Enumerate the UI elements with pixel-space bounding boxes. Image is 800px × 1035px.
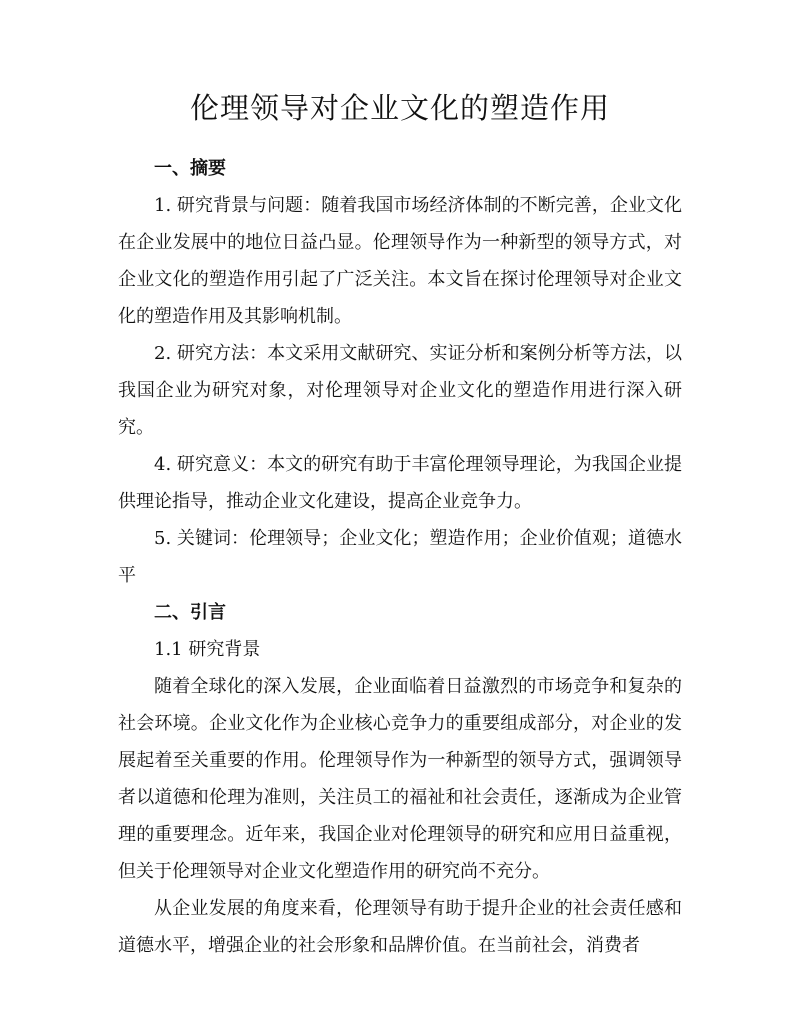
- section-heading-abstract: 一、摘要: [154, 158, 226, 179]
- abstract-paragraph-background: 1. 研究背景与问题：随着我国市场经济体制的不断完善，企业文化在企业发展中的地位日益凸显。伦理领导作为一种新型的领导方式，对企业文化的塑造作用引起了广泛关注。本文旨在探讨伦理领导对企业文化的塑造作用及其影响机制。: [118, 195, 682, 327]
- document-title: 伦理领导对企业文化的塑造作用: [189, 91, 610, 125]
- introduction-paragraph-1: 随着全球化的深入发展，企业面临着日益激烈的市场竞争和复杂的社会环境。企业文化作为企业核心竞争力的重要组成部分，对企业的发展起着至关重要的作用。伦理领导作为一种新型的领导方式，强调领导者以道德和伦理为准则，关注员工的福祉和社会责任，逐渐成为企业管理的重要理念。近年来，我国企业对伦理领导的研究和应用日益重视，但关于伦理领导对企业文化塑造作用的研究尚不充分。: [118, 676, 682, 882]
- abstract-paragraph-keywords: 5. 关键词：伦理领导；企业文化；塑造作用；企业价值观；道德水平: [118, 528, 682, 586]
- introduction-paragraph-2: 从企业发展的角度来看，伦理领导有助于提升企业的社会责任感和道德水平，增强企业的社会形象和品牌价值。在当前社会，消费者: [118, 898, 682, 956]
- abstract-paragraph-significance: 4. 研究意义：本文的研究有助于丰富伦理领导理论，为我国企业提供理论指导，推动企业文化建设，提高企业竞争力。: [118, 454, 682, 512]
- abstract-paragraph-method: 2. 研究方法：本文采用文献研究、实证分析和案例分析等方法，以我国企业为研究对象，对伦理领导对企业文化的塑造作用进行深入研究。: [118, 343, 682, 438]
- subsection-heading-background: 1.1 研究背景: [154, 639, 261, 660]
- section-heading-introduction: 二、引言: [154, 602, 226, 623]
